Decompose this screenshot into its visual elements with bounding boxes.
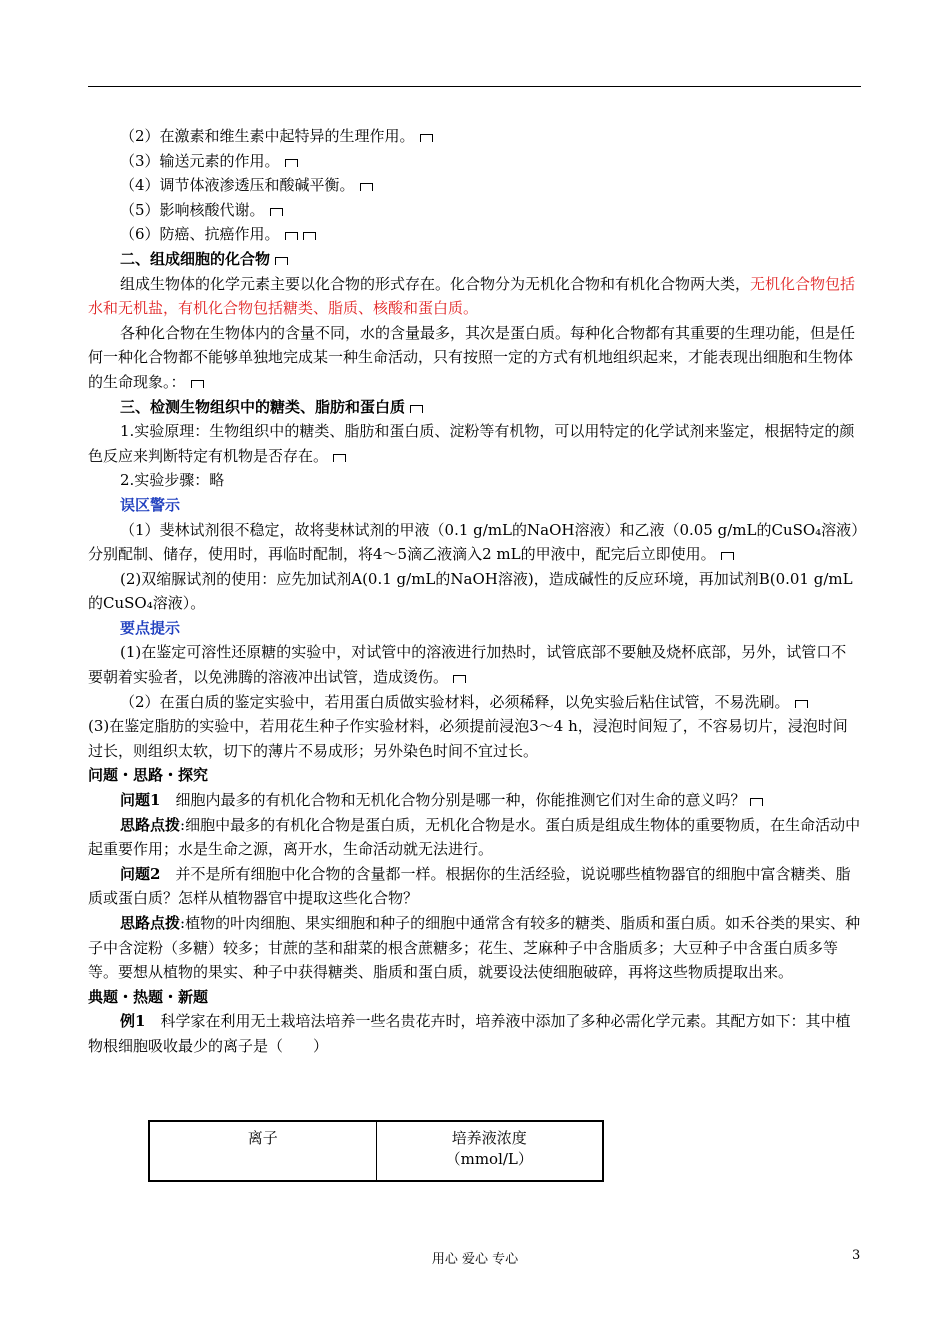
paragraph: (2)双缩脲试剂的使用：应先加试剂A(0.1 g/mL的NaOH溶液)，造成碱性的反应环境，再加试剂B(0.01 g/mL的CuSO₄溶液）。 [88, 569, 853, 613]
paragraph: 2.实验步骤：略 [120, 471, 225, 490]
paragraph: （2）在蛋白质的鉴定实验中，若用蛋白质做实验材料，必须稀释，以免实验后粘住试管，不易洗刷。 [88, 690, 861, 715]
header-rule [88, 86, 861, 87]
subheading-warning: 误区警示 [120, 495, 181, 514]
section-heading: 二、组成细胞的化合物 [88, 247, 861, 272]
paragraph: (3)在鉴定脂肪的实验中，若用花生种子作实验材料，必须提前浸泡3～4 h，浸泡时间短了，不容易切片，浸泡时间过长，则组织太软，切下的薄片不易成形；另外染色时间不宜过长。 [88, 717, 848, 760]
question: 问题1 细胞内最多的有机化合物和无机化合物分别是哪一种，你能推测它们对生命的意义吗？ [88, 788, 861, 813]
page-number: 3 [852, 1248, 861, 1263]
question: 问题2 并不是所有细胞中化合物的含量都一样。根据你的生活经验，说说哪些植物器官的细胞中富含糖类、脂质或蛋白质？怎样从植物器官中提取这些化合物？ [88, 864, 851, 908]
paragraph: 各种化合物在生物体内的含量不同，水的含量最多，其次是蛋白质。每种化合物都有其重要的生理功能，但是任何一种化合物都不能够单独地完成某一种生命活动，只有按照一定的方式有机地组织起来，才能表现出细胞和生物体的生命现象。： [88, 323, 856, 391]
list-item: （6）防癌、抗癌作用。 [88, 222, 861, 247]
subheading-tips: 要点提示 [120, 618, 181, 637]
section-heading: 问题・思路・探究 [88, 766, 209, 785]
section-heading: 典题・热题・新题 [88, 987, 209, 1006]
table-header-concentration: 培养液浓度 （mmol/L） [376, 1121, 603, 1181]
list-item: （5）影响核酸代谢。 [88, 198, 861, 223]
list-item: （4）调节体液渗透压和酸碱平衡。 [88, 173, 861, 198]
table-row [149, 1121, 603, 1181]
list-item: （3）输送元素的作用。 [88, 149, 861, 174]
answer: 思路点拨:细胞中最多的有机化合物是蛋白质，无机化合物是水。蛋白质是组成生物体的重要物质，在生命活动中起重要作用；水是生命之源，离开水，生命活动就无法进行。 [88, 815, 861, 859]
document-body [88, 124, 861, 1059]
section-heading: 三、检测生物组织中的糖类、脂肪和蛋白质 [88, 395, 861, 420]
paragraph: 1.实验原理：生物组织中的糖类、脂肪和蛋白质、淀粉等有机物，可以用特定的化学试剂来鉴定，根据特定的颜色反应来判断特定有机物是否存在。 [88, 422, 855, 465]
paragraph: 组成生物体的化学元素主要以化合物的形式存在。化合物分为无机化合物和有机化合物两大类，无机化合物包括水和无机盐，有机化合物包括糖类、脂质、核酸和蛋白质。 [88, 274, 856, 318]
paragraph: （1）斐林试剂很不稳定，故将斐林试剂的甲液（0.1 g/mL的NaOH溶液）和乙液（0.05 g/mL的CuSO₄溶液）分别配制、储存，使用时，再临时配制，将4～5滴乙液滴入2 mL的甲液中，配完后立即使用。 [88, 520, 859, 564]
ion-table [148, 1120, 604, 1182]
example: 例1 科学家在利用无土栽培法培养一些名贵花卉时，培养液中添加了多种必需化学元素。其配方如下：其中植物根细胞吸收最少的离子是（ ） [88, 1012, 851, 1055]
paragraph: (1)在鉴定可溶性还原糖的实验中，对试管中的溶液进行加热时，试管底部不要触及烧杯底部，另外，试管口不要朝着实验者，以免沸腾的溶液冲出试管，造成烫伤。 [88, 643, 847, 687]
answer: 思路点拨:植物的叶肉细胞、果实细胞和种子的细胞中通常含有较多的糖类、脂质和蛋白质。如禾谷类的果实、种子中含淀粉（多糖）较多；甘蔗的茎和甜菜的根含蔗糖多；花生、芝麻种子中含脂质多；大豆种子中含蛋白质多等等。要想从植物的果实、种子中获得糖类、脂质和蛋白质，就要设法使细胞破碎，再将这些物质提取出来。 [88, 914, 861, 982]
footer-text: 用心 爱心 专心 [431, 1252, 519, 1267]
highlight-text: 无机化合物包括水和无机盐，有机化合物包括糖类、脂质、核酸和蛋白质。 [88, 274, 856, 318]
table-header-ion: 离子 [149, 1121, 376, 1181]
list-item: （2）在激素和维生素中起特异的生理作用。 [88, 124, 861, 149]
